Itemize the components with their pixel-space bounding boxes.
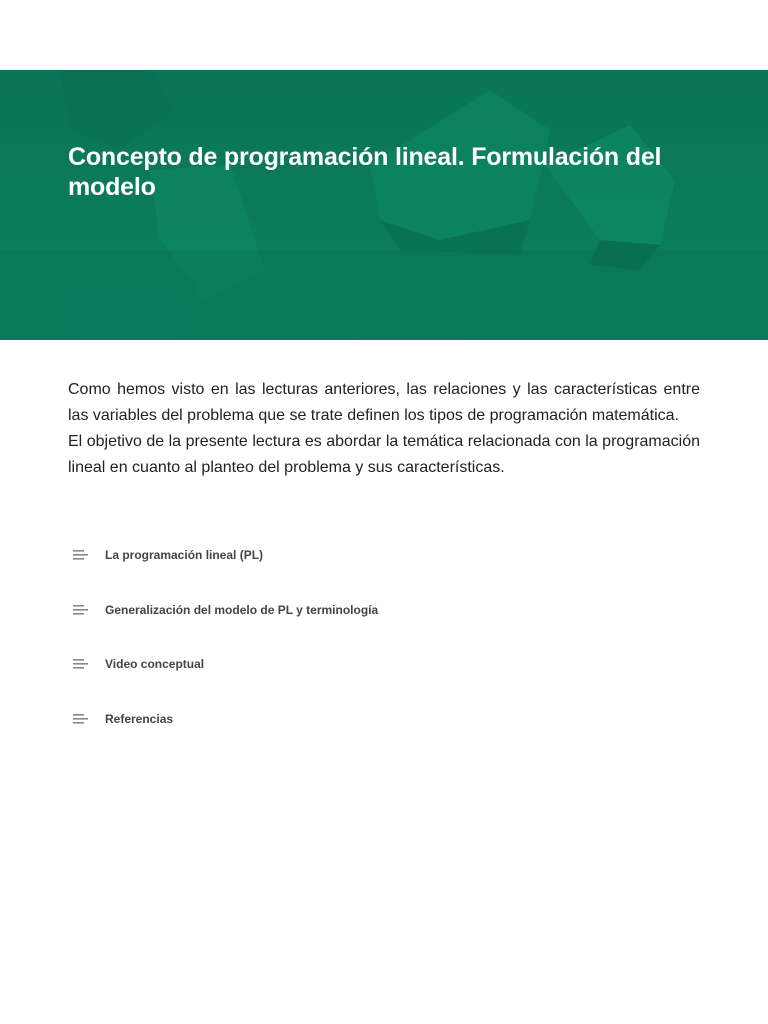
- toc-item-video-conceptual[interactable]: [72, 641, 672, 687]
- toc-item-generalizacion[interactable]: [72, 587, 672, 633]
- page-title: Concepto de programación lineal. Formulación del modelo: [68, 143, 662, 201]
- toc-item-programacion-lineal[interactable]: [72, 532, 672, 578]
- toc-item-label: Video conceptual: [105, 657, 205, 671]
- intro-text: [68, 377, 700, 481]
- toc-item-referencias[interactable]: [72, 696, 672, 742]
- toc-item-label: La programación lineal (PL): [105, 548, 264, 562]
- text-lines-icon: [72, 548, 90, 562]
- toc-item-label: Generalización del modelo de PL y terminología: [105, 602, 379, 617]
- intro-paragraph-2: El objetivo de la presente lectura es abordar la temática relacionada con la programación lineal en cuanto al planteo del problema y sus características.: [68, 433, 700, 476]
- intro-paragraph-1: Como hemos visto en las lecturas anteriores, las relaciones y las características entre las variables del problema que se trate definen los tipos de programación matemática.: [68, 381, 700, 424]
- hero-banner: [0, 70, 768, 340]
- text-lines-icon: [72, 712, 90, 726]
- text-lines-icon: [72, 603, 90, 617]
- toc-item-label: Referencias: [105, 711, 174, 726]
- table-of-contents: [72, 532, 672, 750]
- hero-background-image: [0, 70, 768, 340]
- text-lines-icon: [72, 657, 90, 671]
